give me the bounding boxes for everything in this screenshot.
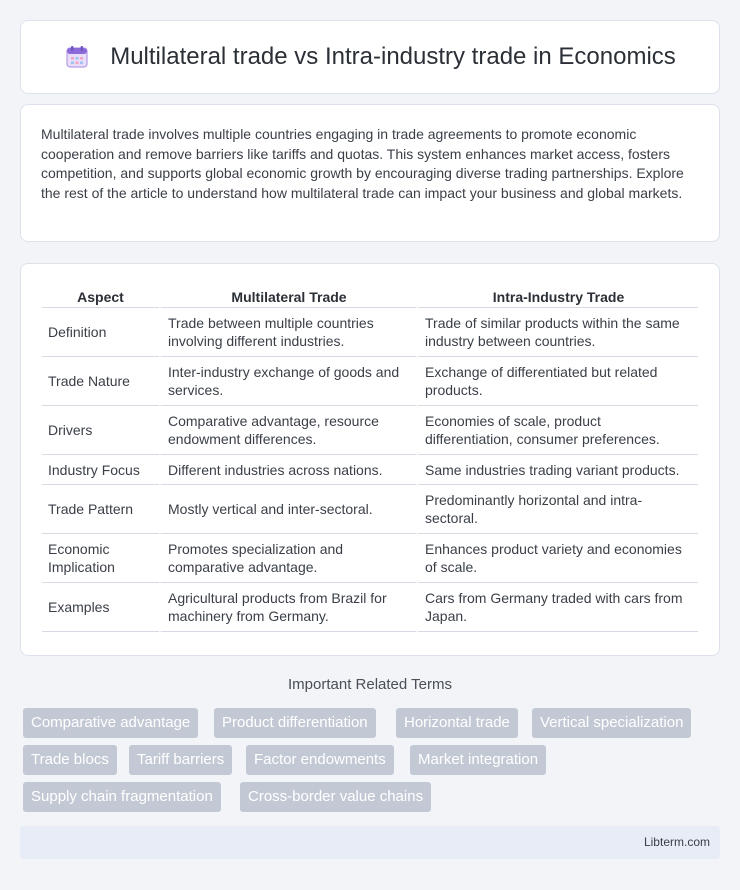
intra-industry-cell: Enhances product variety and economies of scale. bbox=[416, 534, 698, 583]
multilateral-cell: Trade between multiple countries involving different industries. bbox=[159, 308, 416, 357]
aspect-cell: Drivers bbox=[42, 406, 159, 455]
aspect-cell: Industry Focus bbox=[42, 455, 159, 485]
table-row bbox=[42, 583, 698, 632]
header-multilateral: Multilateral Trade bbox=[159, 284, 416, 308]
intra-industry-cell: Cars from Germany traded with cars from Japan. bbox=[416, 583, 698, 632]
related-term-tag[interactable]: Factor endowments bbox=[246, 745, 394, 775]
aspect-cell: Trade Pattern bbox=[42, 485, 159, 534]
footer-site-link[interactable]: Libterm.com bbox=[643, 835, 710, 849]
title-card bbox=[20, 20, 720, 94]
multilateral-cell: Comparative advantage, resource endowment differences. bbox=[159, 406, 416, 455]
intro-paragraph: Multilateral trade involves multiple countries engaging in trade agreements to promote economic cooperation and remove barriers like tariffs and quotas. This system enhances market access, fosters competition, and supports global economic growth by encouraging diverse trading partnerships. Explore the rest of the article to understand how multilateral trade can impact your business and global markets. bbox=[41, 126, 684, 201]
table-row bbox=[42, 534, 698, 583]
comparison-table bbox=[42, 284, 698, 632]
multilateral-cell: Inter-industry exchange of goods and services. bbox=[159, 357, 416, 406]
comparison-card bbox=[20, 263, 720, 656]
related-terms-title: Important Related Terms bbox=[288, 676, 452, 693]
related-term-tag[interactable]: Trade blocs bbox=[23, 745, 117, 775]
aspect-cell: Examples bbox=[42, 583, 159, 632]
table-row bbox=[42, 406, 698, 455]
multilateral-cell: Mostly vertical and inter-sectoral. bbox=[159, 485, 416, 534]
intra-industry-cell: Trade of similar products within the same industry between countries. bbox=[416, 308, 698, 357]
table-row bbox=[42, 308, 698, 357]
related-term-tag[interactable]: Vertical specialization bbox=[532, 708, 691, 738]
related-term-tag[interactable]: Horizontal trade bbox=[396, 708, 518, 738]
related-term-tag[interactable]: Market integration bbox=[410, 745, 546, 775]
multilateral-cell: Different industries across nations. bbox=[159, 455, 416, 485]
table-row bbox=[42, 455, 698, 485]
related-term-tag[interactable]: Comparative advantage bbox=[23, 708, 198, 738]
aspect-cell: Trade Nature bbox=[42, 357, 159, 406]
related-term-tag[interactable]: Cross-border value chains bbox=[240, 782, 431, 812]
aspect-cell: Economic Implication bbox=[42, 534, 159, 583]
intra-industry-cell: Same industries trading variant products. bbox=[416, 455, 698, 485]
page-title: Multilateral trade vs Intra-industry trade in Economics bbox=[110, 43, 676, 70]
header-intra-industry: Intra-Industry Trade bbox=[416, 284, 698, 308]
table-row bbox=[42, 357, 698, 406]
intra-industry-cell: Exchange of differentiated but related products. bbox=[416, 357, 698, 406]
intra-industry-cell: Predominantly horizontal and intra-sectoral. bbox=[416, 485, 698, 534]
table-header-row bbox=[42, 284, 698, 308]
header-aspect: Aspect bbox=[42, 284, 159, 308]
multilateral-cell: Promotes specialization and comparative advantage. bbox=[159, 534, 416, 583]
calendar-icon bbox=[64, 44, 90, 70]
related-term-tag[interactable]: Product differentiation bbox=[214, 708, 376, 738]
related-term-tag[interactable]: Supply chain fragmentation bbox=[23, 782, 221, 812]
footer bbox=[20, 826, 720, 859]
related-term-tag[interactable]: Tariff barriers bbox=[129, 745, 232, 775]
multilateral-cell: Agricultural products from Brazil for machinery from Germany. bbox=[159, 583, 416, 632]
aspect-cell: Definition bbox=[42, 308, 159, 357]
intra-industry-cell: Economies of scale, product differentiation, consumer preferences. bbox=[416, 406, 698, 455]
table-row bbox=[42, 485, 698, 534]
intro-card bbox=[20, 104, 720, 242]
